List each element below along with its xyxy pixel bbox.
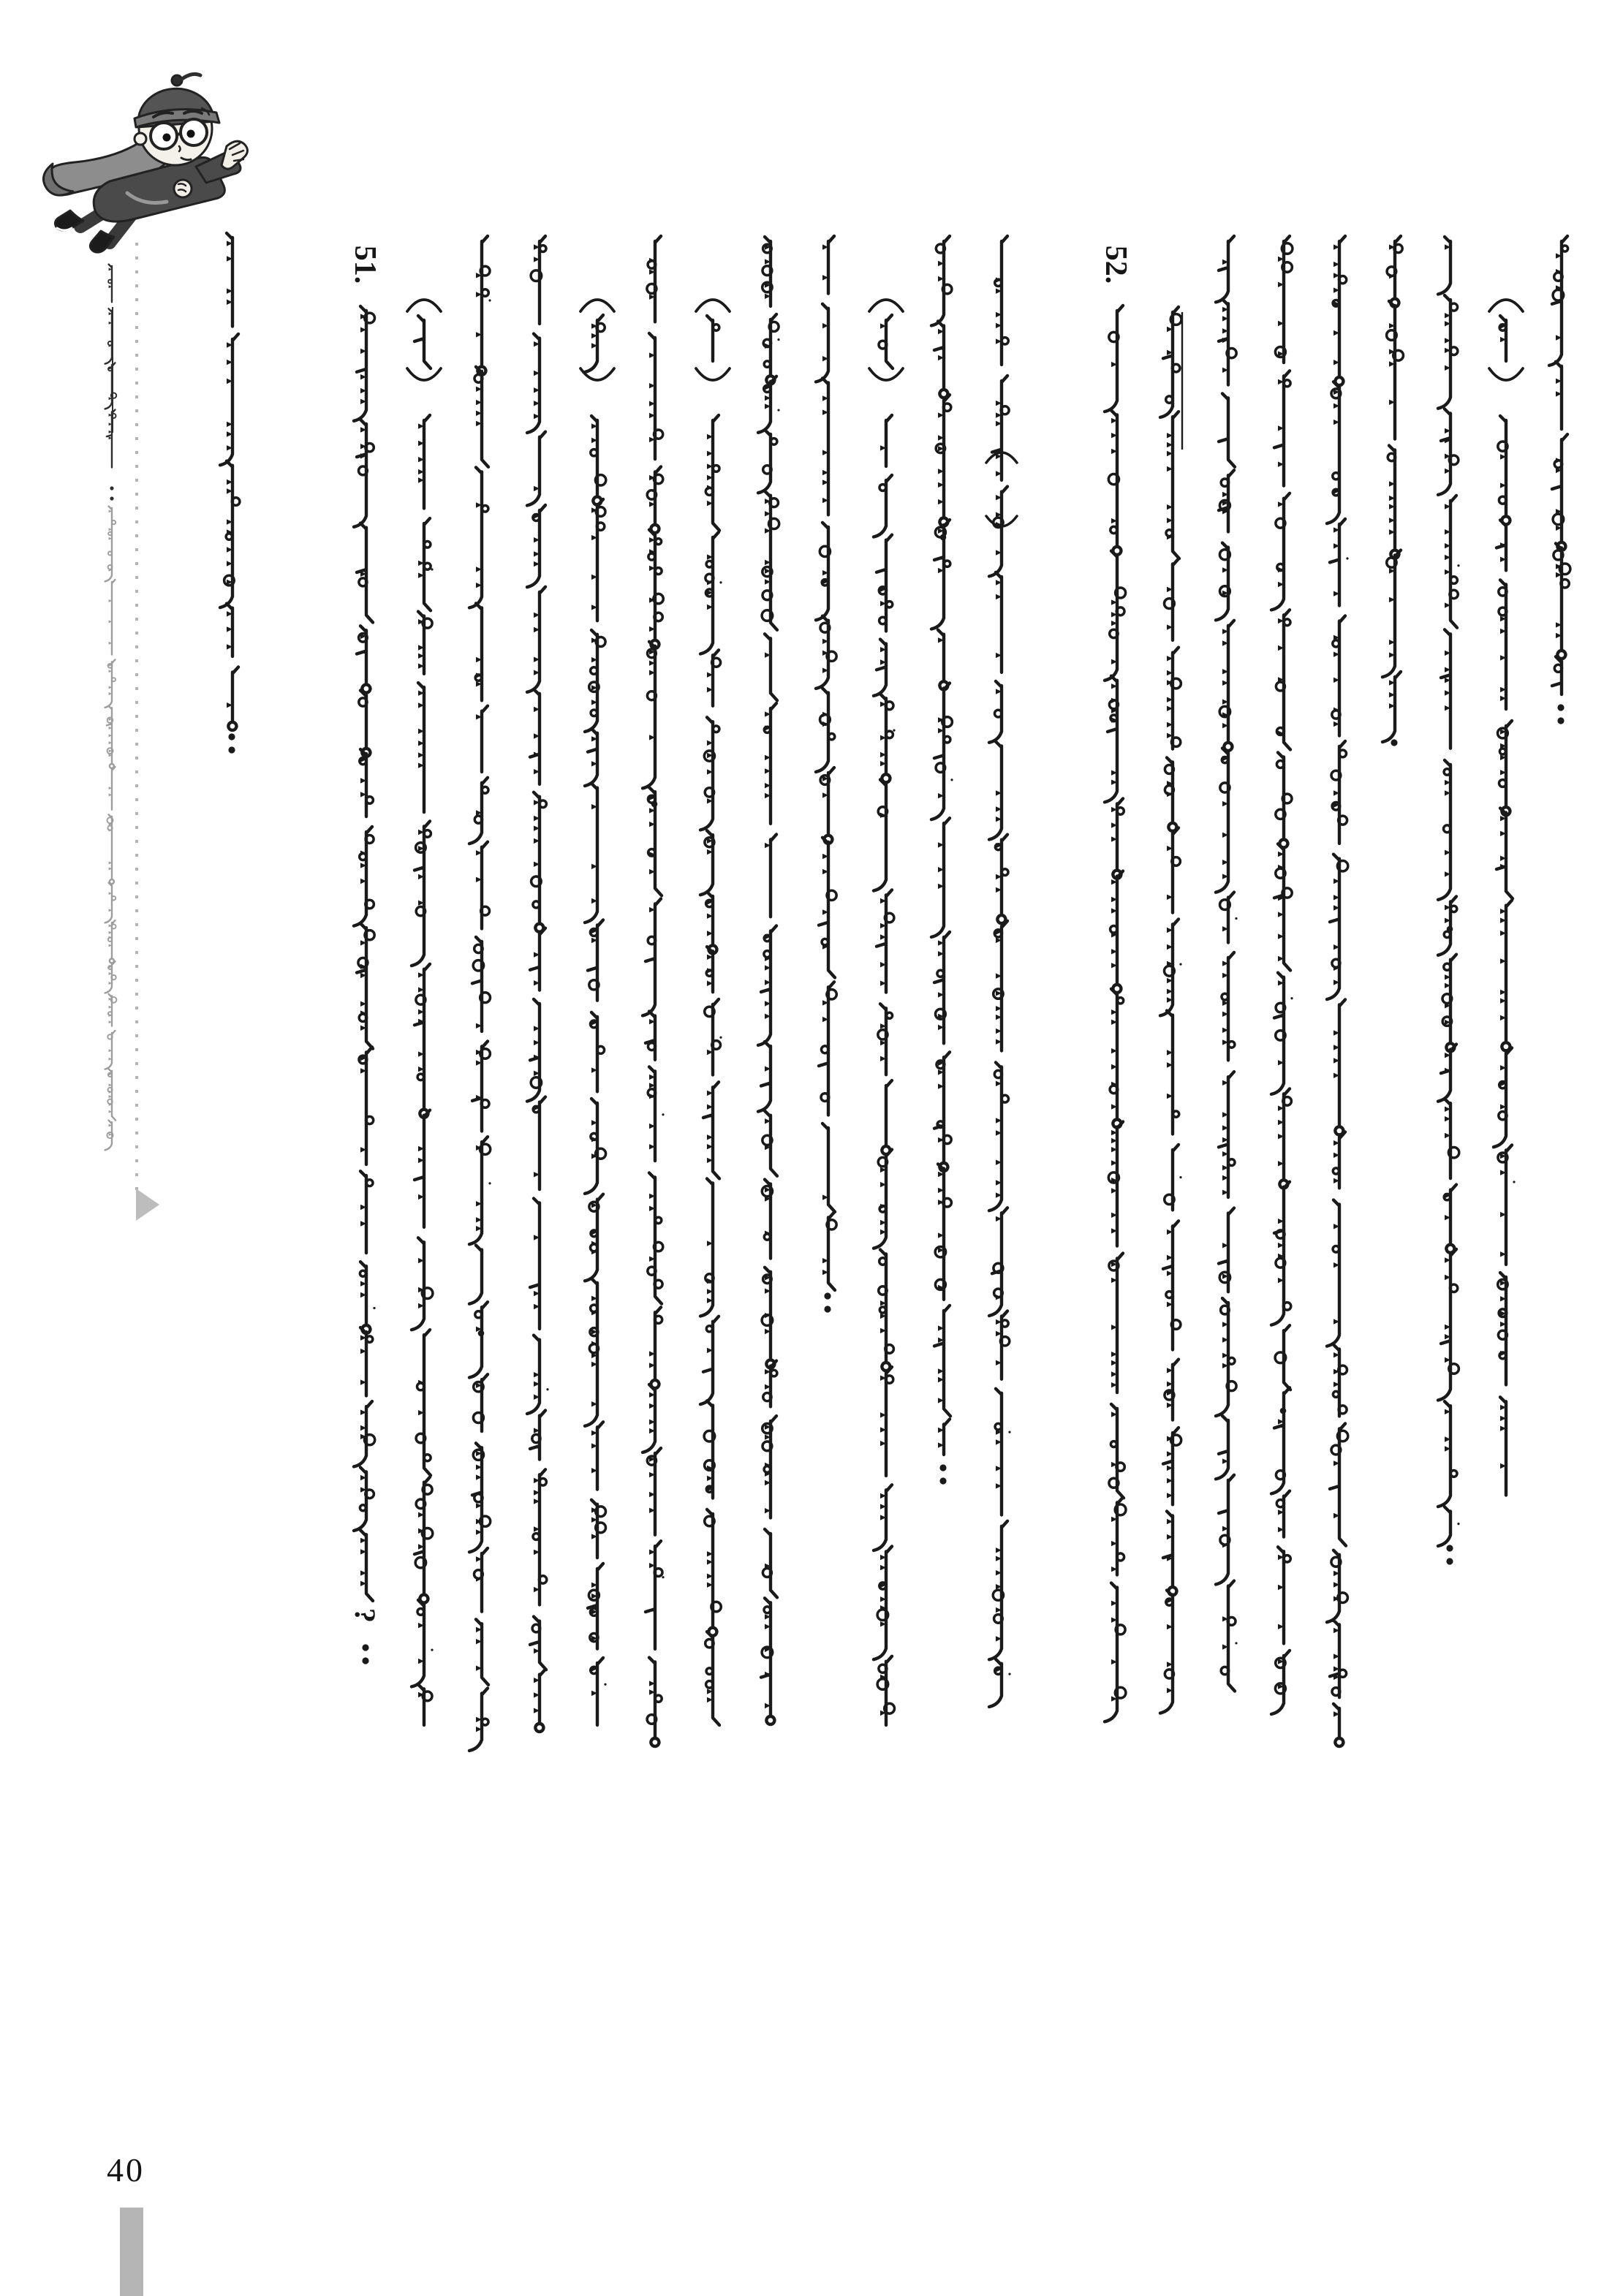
question-52-number: 52.: [1099, 245, 1132, 284]
page-number: 40: [107, 2151, 145, 2189]
question-mark: ?: [349, 1608, 382, 1623]
footer-bar: [120, 2208, 143, 2296]
question-51-number: 51.: [348, 245, 382, 284]
